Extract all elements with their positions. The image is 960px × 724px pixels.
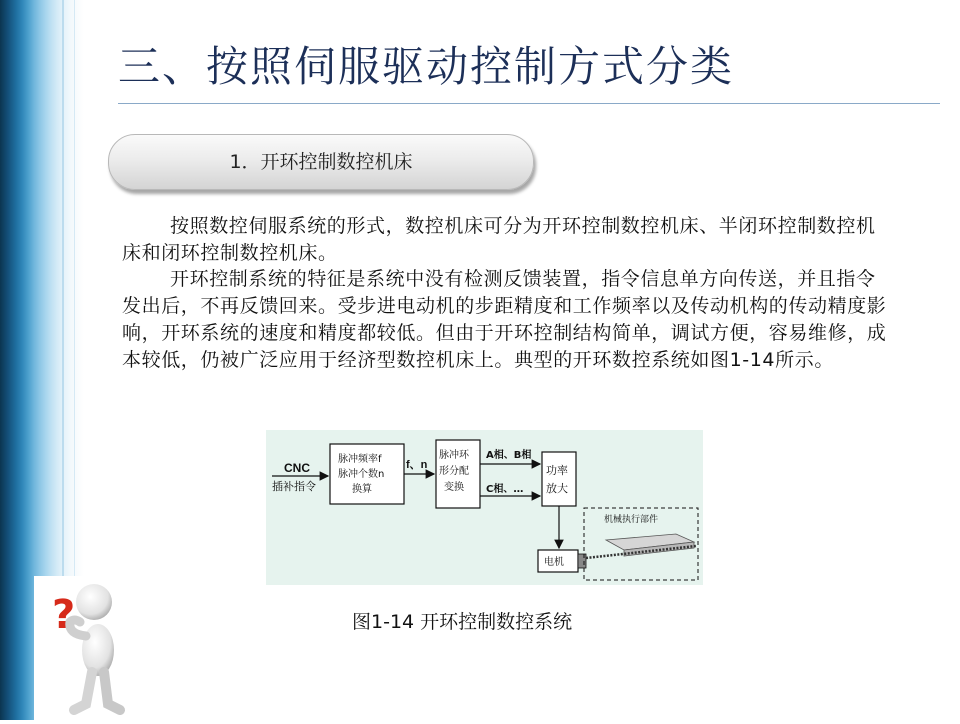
question-mark-icon: ? xyxy=(52,592,76,638)
box1-line1: 脉冲频率f xyxy=(338,454,382,465)
arrow-fn-label: f、n xyxy=(406,459,428,471)
box2-line1: 脉冲环 xyxy=(439,450,469,461)
paragraph-2-text: 开环控制系统的特征是系统中没有检测反馈装置，指令信息单方向传送，并且指令发出后，不再反馈回来。受步进电动机的步距精度和工作频率以及传动机构的传动精度影响，开环系统的速度和精度都较低。但由于开环控制结构简单，调试方便，容易维修，成本较低，仍被广泛应用于经济型数控机床上。典型的开环数控系统如图1-14所示。 xyxy=(122,268,887,371)
open-loop-diagram xyxy=(266,430,703,585)
phase-ab-label: A相、B相 xyxy=(486,450,532,461)
thinking-person-icon xyxy=(34,576,144,720)
section-pill xyxy=(108,134,534,190)
paragraph-1 xyxy=(122,213,892,267)
figure-head xyxy=(76,584,112,620)
paragraph-1-text: 按照数控伺服系统的形式，数控机床可分为开环控制数控机床、半闭环控制数控机床和闭环控制数控机床。 xyxy=(122,215,876,264)
figure-leg-right xyxy=(104,672,120,710)
box-power-amp xyxy=(542,452,576,506)
box1-line3: 换算 xyxy=(352,484,372,495)
slide-title: 三、按照伺服驱动控制方式分类 xyxy=(118,42,735,91)
motor-shaft xyxy=(578,554,586,568)
figure-caption: 图1-14 开环控制数控系统 xyxy=(352,611,573,633)
diagram-cnc-sub: 插补指令 xyxy=(272,480,316,493)
figure-arm xyxy=(70,620,86,636)
paragraph-2 xyxy=(122,266,892,374)
motor-label: 电机 xyxy=(544,557,564,568)
phase-c-label: C相、… xyxy=(486,484,524,495)
box3-line2: 放大 xyxy=(546,482,568,495)
title-divider xyxy=(118,103,940,104)
box2-line2: 形分配 xyxy=(439,466,469,477)
diagram-cnc-label: CNC xyxy=(284,461,310,475)
section-pill-label: 1．开环控制数控机床 xyxy=(229,151,413,173)
mechanism-label: 机械执行部件 xyxy=(604,515,659,525)
box1-line2: 脉冲个数n xyxy=(338,469,385,480)
box3-line1: 功率 xyxy=(546,464,568,477)
figure-leg-left xyxy=(74,672,92,710)
diagram-svg xyxy=(266,430,703,585)
box2-line3: 变换 xyxy=(444,482,464,493)
